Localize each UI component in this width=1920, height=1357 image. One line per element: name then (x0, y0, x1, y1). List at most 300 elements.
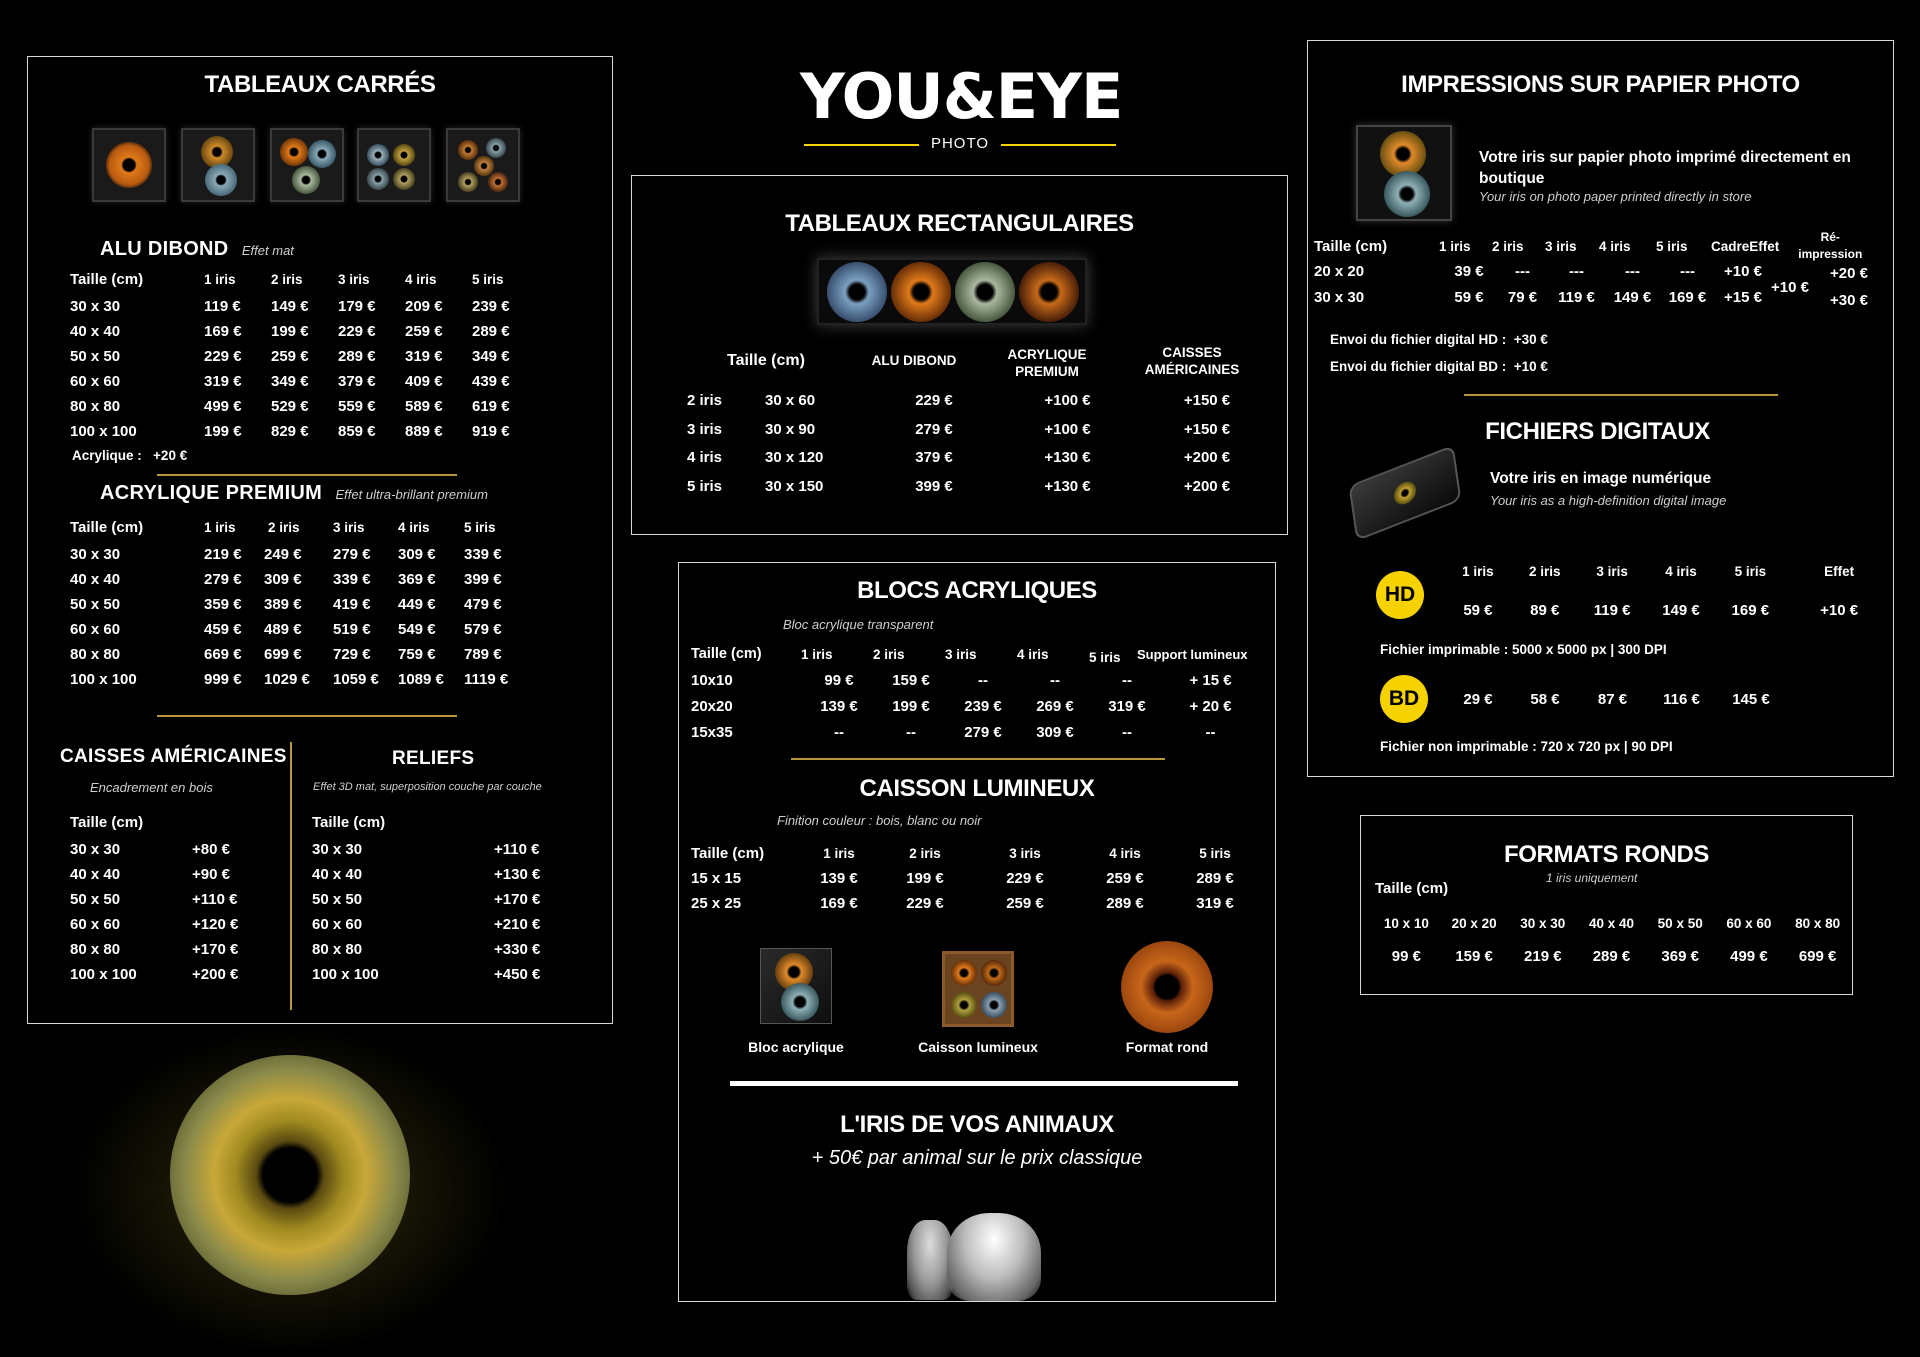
alu-dibond-rows (70, 294, 539, 444)
cell: 619 € (472, 398, 510, 415)
cell: 699 € (264, 646, 302, 663)
cell: 40 x 40 (70, 866, 121, 883)
cell: 229 € (915, 392, 953, 409)
cell: +170 € (494, 891, 541, 908)
animaux-title: L'IRIS DE VOS ANIMAUX (840, 1111, 1114, 1138)
header-cell: Taille (cm) (691, 845, 765, 862)
cell: 229 € (906, 895, 944, 912)
papier-reimp-30: +30 € (1830, 292, 1868, 309)
tableaux-rectangulaires-title: TABLEAUX RECTANGULAIRES (785, 210, 1134, 237)
cell: 519 € (333, 621, 371, 638)
cell: 339 € (464, 546, 502, 563)
cell: 199 € (271, 323, 309, 340)
rect-header-acrylique: ACRYLIQUE PREMIUM (1007, 347, 1087, 379)
cell: 479 € (464, 596, 502, 613)
header-cell: Taille (cm) (1314, 237, 1388, 255)
cell: 489 € (264, 621, 302, 638)
cell: 449 € (398, 596, 436, 613)
cell: 279 € (333, 546, 371, 563)
cell: 145 € (1732, 691, 1770, 708)
cell: 229 € (1006, 870, 1044, 887)
cell: 279 € (964, 724, 1002, 741)
table-row (70, 862, 238, 887)
cell: 139 € (820, 698, 858, 715)
papier-desc: Votre iris sur papier photo imprimé directement en boutique (1479, 149, 1851, 187)
cell: 116 € (1663, 691, 1700, 708)
cell: +110 € (192, 891, 238, 908)
logo-text: YOU&EYE (800, 60, 1123, 133)
formats-ronds-panel (1360, 815, 1853, 995)
cell: 25 x 25 (691, 895, 742, 912)
cell: 20 x 20 (1451, 916, 1497, 931)
header-cell: 3 iris (1009, 846, 1041, 861)
cell: 15 x 15 (691, 870, 742, 887)
cell: 999 € (204, 671, 242, 688)
blocs-table (691, 668, 1258, 746)
cell: --- (1625, 263, 1640, 280)
bloc-acrylique-caption: Bloc acrylique (748, 1039, 844, 1055)
header-cell: 1 iris (1439, 238, 1471, 254)
cell: 4 iris (687, 449, 723, 466)
table-row (691, 668, 1258, 694)
cell: 499 € (204, 398, 242, 415)
header-cell: Effet (1824, 564, 1855, 579)
bloc-acrylique-image (760, 948, 832, 1024)
acrylique-premium-subtitle: Effet ultra-brillant premium (335, 487, 488, 502)
header-cell: 3 iris (1596, 564, 1628, 579)
cell: +330 € (494, 941, 541, 958)
cell: 1119 € (464, 671, 509, 688)
cell: 159 € (892, 672, 930, 689)
cell: +200 € (192, 966, 239, 983)
table-row (312, 962, 540, 987)
header-cell: 5 iris (472, 272, 504, 287)
cell: 30 x 30 (70, 298, 121, 315)
cell: +200 € (1183, 477, 1231, 495)
header-cell: 2 iris (873, 646, 905, 662)
cell: 87 € (1597, 691, 1628, 708)
cell: 179 € (338, 298, 376, 315)
cell: 10 x 10 (1383, 916, 1429, 931)
cell: 309 € (264, 571, 302, 588)
cell: 99 € (1391, 948, 1421, 965)
cell: 30 x 120 (765, 449, 824, 466)
cell: 100 x 100 (70, 671, 137, 688)
table-row (687, 444, 1280, 473)
cell: 40 x 40 (1588, 916, 1635, 931)
cell: 669 € (204, 646, 242, 663)
cell: 529 € (271, 398, 309, 415)
cell: 100 x 100 (70, 423, 137, 440)
cell: 379 € (338, 373, 376, 390)
acrylique-premium-table (70, 519, 530, 536)
cell: 119 € (204, 298, 241, 315)
cell: 259 € (1106, 870, 1144, 887)
header-cell: 5 iris (1734, 564, 1767, 579)
cell: 99 € (824, 672, 854, 689)
thumb-1-iris (92, 128, 166, 202)
cell: 50 x 50 (70, 891, 121, 908)
digitaux-desc: Votre iris en image numérique (1490, 470, 1712, 487)
cell: 39 € (1454, 263, 1484, 280)
header-cell: 2 iris (271, 272, 303, 287)
cell: 60 x 60 (70, 373, 121, 390)
hd-prices (1444, 602, 1893, 619)
divider (1464, 394, 1778, 396)
alu-dibond-subtitle: Effet mat (241, 243, 294, 258)
cell: 289 € (338, 348, 376, 365)
cell: 59 € (1463, 602, 1493, 619)
table-header (1444, 564, 1893, 579)
table-row (70, 394, 539, 419)
divider (157, 474, 457, 476)
caisson-lumineux-title: CAISSON LUMINEUX (859, 775, 1095, 802)
cell: 60 x 60 (70, 621, 121, 638)
cell: 199 € (906, 870, 944, 887)
header-cell: Taille (cm) (691, 646, 762, 662)
dog-image (947, 1213, 1041, 1301)
cell: -- (1122, 724, 1132, 741)
cell: 319 € (1108, 698, 1146, 715)
cell: 399 € (915, 477, 953, 495)
cell: 379 € (915, 449, 953, 466)
cell: 729 € (333, 646, 371, 663)
cell: -- (906, 724, 916, 741)
acrylique-label: Acrylique : (72, 448, 142, 463)
cell: 3 iris (687, 420, 723, 438)
cell: 409 € (405, 373, 443, 390)
thumb-3-iris (270, 128, 344, 202)
cell: 279 € (915, 420, 953, 438)
cell: 15x35 (691, 724, 733, 741)
alu-dibond-table (70, 271, 539, 288)
cell: 349 € (271, 373, 309, 390)
cell: 369 € (1661, 948, 1699, 965)
cell: 199 € (892, 698, 930, 715)
header-cell: 4 iris (405, 272, 437, 287)
cell: 279 € (204, 571, 242, 588)
papier-table (1314, 259, 1772, 311)
cell: --- (1515, 263, 1530, 280)
caisses-americaines-title: CAISSES AMÉRICAINES (60, 746, 287, 767)
cell: 219 € (1524, 948, 1562, 965)
header-cell: 1 iris (1462, 564, 1494, 579)
table-row (1314, 259, 1772, 285)
table-row (70, 592, 530, 617)
cell: +200 € (1183, 449, 1231, 466)
table-row (312, 887, 540, 912)
table-header (70, 271, 539, 288)
acrylique-premium-title: ACRYLIQUE PREMIUM (100, 482, 323, 504)
table-header (691, 639, 1248, 669)
table-row (70, 937, 238, 962)
reliefs-title: RELIEFS (392, 748, 475, 769)
header-cell: Ré-impression (1798, 230, 1863, 261)
reliefs-header: Taille (cm) (312, 814, 386, 831)
cell: 289 € (472, 323, 510, 340)
cell: 80 x 80 (70, 941, 121, 958)
table-row (70, 369, 539, 394)
header-cell: 4 iris (1665, 564, 1697, 579)
tableaux-carres-title: TABLEAUX CARRÉS (204, 71, 436, 98)
cell: --- (1569, 263, 1584, 280)
blocs-subtitle: Bloc acrylique transparent (783, 617, 934, 632)
cell: 259 € (405, 323, 443, 340)
cell: 149 € (271, 298, 309, 315)
header-cell: 3 iris (338, 272, 370, 287)
cell: 169 € (1731, 602, 1770, 619)
cell: 289 € (1592, 948, 1631, 965)
cell: 789 € (464, 646, 502, 663)
cell: 58 € (1530, 691, 1560, 708)
papier-reimp-20: +20 € (1830, 265, 1868, 282)
cell: 699 € (1798, 948, 1837, 965)
header-cell: 1 iris (823, 846, 855, 861)
cell: +150 € (1183, 420, 1231, 438)
header-cell: 3 iris (1545, 238, 1577, 254)
table-row (312, 862, 540, 887)
cell: --- (1680, 263, 1695, 280)
cell: 419 € (333, 596, 371, 613)
cell: 50 x 50 (1657, 916, 1703, 931)
rect-header-caisses: CAISSES AMÉRICAINES (1144, 345, 1240, 377)
table-row (312, 912, 540, 937)
cell: 79 € (1507, 289, 1538, 306)
cell: 319 € (405, 348, 443, 365)
cell: 349 € (472, 348, 510, 365)
divider (157, 715, 457, 717)
cell: 80 x 80 (1795, 916, 1841, 931)
bd-envoi-value: +10 € (1513, 359, 1548, 374)
cell: 30 x 30 (70, 841, 121, 858)
hd-envoi-label: Envoi du fichier digital HD : (1330, 332, 1507, 347)
table-row (70, 294, 539, 319)
papier-photo-panel (1307, 40, 1894, 777)
header-cell: Support lumineux (1137, 646, 1248, 662)
cell: 1089 € (398, 671, 444, 688)
cell: 20x20 (691, 698, 733, 715)
table-row (70, 319, 539, 344)
cell: +450 € (494, 966, 541, 983)
cell: -- (1122, 672, 1132, 689)
cell: -- (1050, 672, 1060, 689)
cell: +10 € (1820, 602, 1859, 619)
rect-header-alu: ALU DIBOND (871, 353, 957, 368)
cell: 889 € (405, 423, 443, 440)
animaux-subtitle: + 50€ par animal sur le prix classique (811, 1147, 1143, 1169)
header-cell: 4 iris (1109, 846, 1141, 861)
table-row (691, 720, 1258, 746)
format-rond-image (1121, 941, 1213, 1033)
digitaux-header (1444, 564, 1893, 579)
caisson-subtitle: Finition couleur : bois, blanc ou noir (777, 813, 982, 828)
table-row (691, 694, 1258, 720)
header-cell: 1 iris (204, 520, 236, 535)
cell: +90 € (192, 866, 230, 883)
cell: 10x10 (691, 672, 733, 689)
formats-ronds-header: Taille (cm) (1375, 880, 1449, 897)
logo-subtitle: PHOTO (930, 135, 990, 152)
cell: 29 € (1463, 691, 1493, 708)
cell: 50 x 50 (70, 596, 121, 613)
table-row (70, 567, 530, 592)
cell: 50 x 50 (70, 348, 121, 365)
cell: 50 x 50 (312, 891, 363, 908)
hd-envoi-value: +30 € (1513, 332, 1548, 347)
digitaux-desc-en: Your iris as a high-definition digital image (1490, 493, 1727, 508)
cell: 30 x 30 (70, 546, 121, 563)
bd-badge: BD (1380, 675, 1428, 723)
cell: 199 € (204, 423, 242, 440)
cell: 259 € (271, 348, 309, 365)
cell: 859 € (338, 423, 376, 440)
header-cell: 5 iris (1656, 238, 1688, 254)
header-cell: 2 iris (1492, 238, 1524, 254)
cell: 119 € (1593, 602, 1631, 619)
cell: 30 x 60 (765, 392, 816, 409)
cell: 249 € (264, 546, 302, 563)
table-row (70, 912, 238, 937)
formats-ronds-table (1373, 907, 1852, 973)
cell: +110 € (494, 841, 540, 858)
formats-ronds-subtitle: 1 iris uniquement (1546, 871, 1638, 885)
cell: 339 € (333, 571, 371, 588)
bd-envoi-label: Envoi du fichier digital BD : (1330, 359, 1507, 374)
thumb-5-iris (446, 128, 520, 202)
cell: + 15 € (1189, 672, 1232, 689)
cell: 60 x 60 (70, 916, 121, 933)
cell: 40 x 40 (312, 866, 363, 883)
cell: 30 x 90 (765, 420, 816, 438)
cell: 439 € (472, 373, 510, 390)
cell: 319 € (204, 373, 242, 390)
cell: 60 x 60 (1726, 916, 1772, 931)
papier-desc-en: Your iris on photo paper printed directly in store (1479, 189, 1752, 204)
white-divider (730, 1081, 1238, 1086)
cell: +130 € (494, 866, 541, 883)
cell: 30 x 30 (1520, 916, 1566, 931)
cell: +170 € (192, 941, 239, 958)
cell: 309 € (398, 546, 436, 563)
cell: -- (834, 724, 844, 741)
cell: 40 x 40 (70, 571, 121, 588)
cell: 30 x 150 (765, 477, 824, 495)
rect-product-image (817, 258, 1087, 325)
table-row (691, 866, 1255, 891)
cell: 30 x 30 (1314, 289, 1365, 306)
table-row (70, 837, 238, 862)
cell: 219 € (204, 546, 242, 563)
cell: 89 € (1530, 602, 1560, 619)
formats-ronds-title: FORMATS RONDS (1503, 841, 1709, 868)
header-cell: 2 iris (268, 520, 300, 535)
format-rond-caption: Format rond (1125, 1039, 1209, 1055)
cell: 100 x 100 (312, 966, 379, 983)
table-header (1314, 229, 1866, 263)
table-row (1314, 285, 1772, 311)
cell: 169 € (820, 895, 858, 912)
cell: 40 x 40 (70, 323, 121, 340)
caisses-header: Taille (cm) (70, 814, 144, 831)
cell: 499 € (1730, 948, 1768, 965)
tableaux-carres-panel (27, 56, 613, 1024)
cell: 359 € (204, 596, 242, 613)
table-header (70, 519, 530, 536)
cell: +80 € (192, 841, 230, 858)
phone-image (1348, 445, 1461, 541)
cell: 169 € (1668, 289, 1707, 306)
cell: 289 € (1106, 895, 1144, 912)
header-cell: 5 iris (464, 520, 496, 535)
cell: 159 € (1455, 948, 1493, 965)
cell: 589 € (405, 398, 443, 415)
header-cell: 3 iris (333, 520, 365, 535)
eye-image (70, 1025, 510, 1355)
table-row (1444, 602, 1893, 619)
papier-photo-title: IMPRESSIONS SUR PAPIER PHOTO (1401, 71, 1800, 98)
cell: 1059 € (333, 671, 379, 688)
cell: +100 € (1044, 392, 1091, 409)
cell: +100 € (1044, 420, 1091, 438)
cell: 149 € (1613, 289, 1652, 306)
bd-note: Fichier non imprimable : 720 x 720 px | 90 DPI (1380, 739, 1673, 754)
table-row (70, 344, 539, 369)
hd-badge: HD (1376, 571, 1424, 619)
cell: 5 iris (687, 477, 723, 495)
header-cell: Cadre (1711, 238, 1750, 254)
cell: 239 € (472, 298, 510, 315)
cell: 209 € (405, 298, 443, 315)
cell: 399 € (464, 571, 502, 588)
cell: 80 x 80 (312, 941, 363, 958)
blocs-acryliques-title: BLOCS ACRYLIQUES (857, 577, 1097, 604)
header-cell: Taille (cm) (70, 271, 144, 288)
header-cell: 4 iris (1017, 646, 1049, 662)
table-row (312, 937, 540, 962)
cell: 389 € (264, 596, 302, 613)
cell: 169 € (204, 323, 242, 340)
cell: 269 € (1036, 698, 1074, 715)
acrylique-premium-rows (70, 542, 530, 692)
cell: 59 € (1454, 289, 1484, 306)
cell: +130 € (1044, 477, 1091, 495)
header-cell: 1 iris (801, 646, 833, 662)
cell: 549 € (398, 621, 436, 638)
table-row (70, 887, 238, 912)
cell: 369 € (398, 571, 436, 588)
papier-photo-image (1356, 125, 1452, 221)
header-cell: 3 iris (945, 646, 977, 662)
cell: 459 € (204, 621, 242, 638)
cell: 259 € (1006, 895, 1044, 912)
cell: +15 € (1724, 289, 1762, 306)
table-header (691, 841, 1255, 866)
cell: 119 € (1558, 289, 1595, 306)
cell: 30 x 30 (312, 841, 363, 858)
logo (800, 60, 1123, 162)
caisson-lumineux-image (942, 951, 1014, 1027)
table-row (687, 473, 1280, 502)
cell: -- (1205, 724, 1216, 741)
header-cell: 4 iris (1599, 238, 1631, 254)
cell: 139 € (820, 870, 858, 887)
table-row (687, 416, 1280, 445)
cell: 149 € (1662, 602, 1700, 619)
cell: 60 x 60 (312, 916, 363, 933)
cell: +150 € (1183, 392, 1231, 409)
cell: 319 € (1196, 895, 1234, 912)
table-row (70, 642, 530, 667)
